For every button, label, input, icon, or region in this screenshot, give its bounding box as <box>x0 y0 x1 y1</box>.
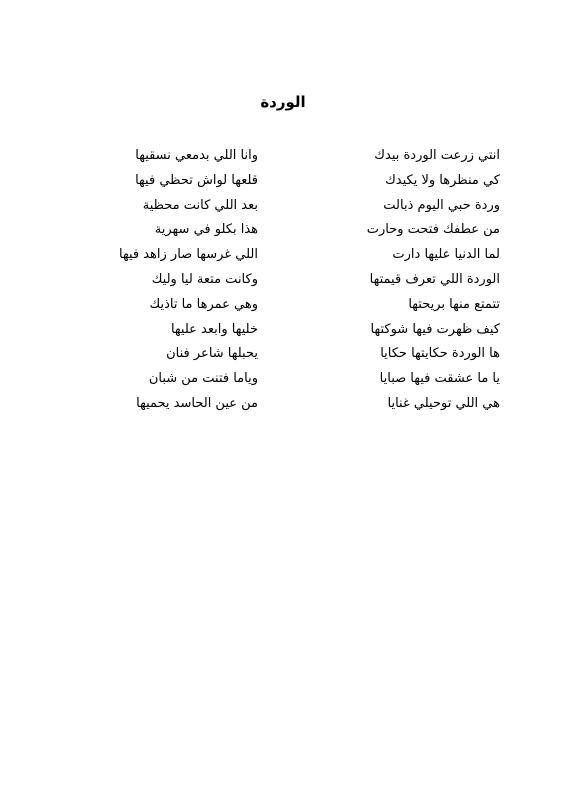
verse-second-hemistich: وانا اللي بدمعي نسقيها <box>135 148 258 163</box>
verse-first-hemistich: هي اللي توحيلي غنايا <box>387 395 500 411</box>
poem-title: الوردة <box>260 93 306 111</box>
verse-row <box>0 171 566 196</box>
verse-second-hemistich: هذا بكلو في سهرية <box>154 222 258 238</box>
verse-second-hemistich: اللي غرسها صار زاهد فيها <box>119 247 258 263</box>
verse-row <box>0 146 566 171</box>
verse-first-hemistich: كي منظرها ولا يكيدك <box>385 172 500 188</box>
verse-second-hemistich: خليها وابعد عليها <box>170 321 258 337</box>
verse-row <box>0 320 566 345</box>
verse-row <box>0 220 566 245</box>
verse-second-hemistich: من عين الحاسد يحميها <box>136 395 258 411</box>
verse-second-hemistich: يحبلها شاعر فنان <box>166 346 258 362</box>
verse-row <box>0 394 566 419</box>
verse-first-hemistich: يا ما عشقت فيها صبايا <box>379 371 500 387</box>
verse-second-hemistich: وهي عمرها ما تاذيك <box>149 296 258 312</box>
verse-first-hemistich: من عطفك فتحت وحارت <box>366 222 500 238</box>
verse-first-hemistich: ها الوردة حكايتها حكايا <box>380 346 500 362</box>
verse-first-hemistich: وردة حبي اليوم ذبالت <box>383 197 500 213</box>
verse-first-hemistich: الوردة اللي تعرف قيمتها <box>369 271 500 287</box>
verse-first-hemistich: تتمتع منها بريحتها <box>408 296 500 312</box>
verse-row <box>0 369 566 394</box>
verse-row <box>0 295 566 320</box>
verse-first-hemistich: كيف ظهرت فيها شوكتها <box>370 321 500 337</box>
poem-body <box>0 146 566 419</box>
verse-row <box>0 344 566 369</box>
verse-second-hemistich: بعد اللي كانت محظية <box>142 197 258 213</box>
verse-second-hemistich: قلعها لواش تحظي فيها <box>135 172 258 188</box>
verse-second-hemistich: وكانت متعة ليا وليك <box>151 271 258 287</box>
verse-row <box>0 196 566 221</box>
verse-first-hemistich: لما الدنيا عليها دارت <box>392 247 500 263</box>
verse-row <box>0 245 566 270</box>
verse-row <box>0 270 566 295</box>
verse-second-hemistich: وياما فتنت من شبان <box>148 371 258 387</box>
verse-first-hemistich: انتي زرعت الوردة بيدك <box>374 148 500 163</box>
